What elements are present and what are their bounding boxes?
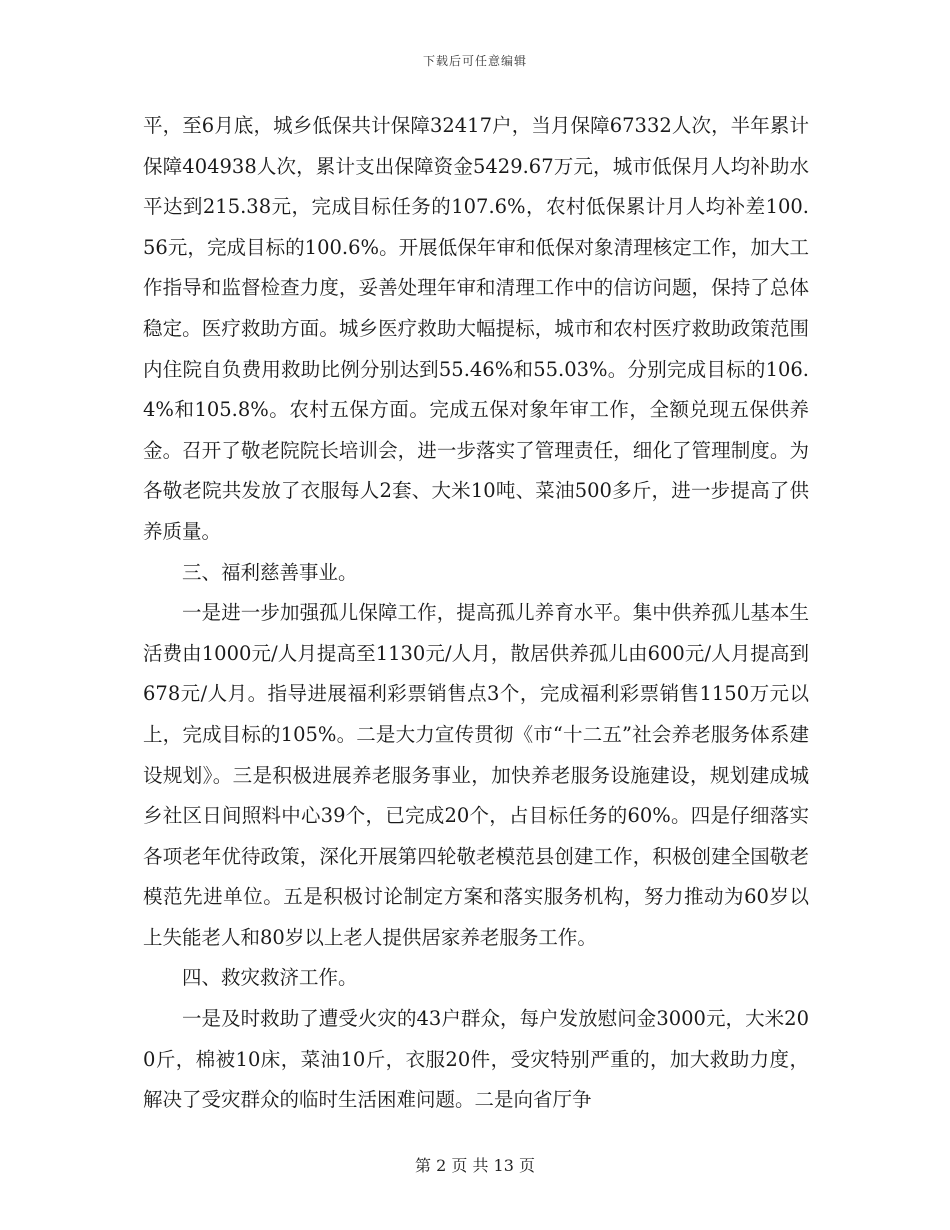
paragraph-disaster-relief: 一是及时救助了遭受火灾的43户群众，每户发放慰问金3000元，大米200斤，棉被10床，菜油10斤，衣服20件，受灾特别严重的，加大救助力度，解决了受灾群众的临时生活困难问题。二是向省厅争: [143, 1007, 809, 1112]
page-number-footer: 第 2 页 共 13 页: [415, 1156, 535, 1175]
paragraph-welfare-charity: 一是进一步加强孤儿保障工作，提高孤儿养育水平。集中供养孤儿基本生活费由1000元/人月提高至1130元/人月，散居供养孤儿由600元/人月提高到678元/人月。指导进展福利彩票销售点3个，完成福利彩票销售1150万元以上，完成目标的105%。二是大力宣传贯彻《市“十二五”社会养老服务体系建设规划》。三是积极进展养老服务事业，加快养老服务设施建设，规划建成城乡社区日间照料中心39个，已完成20个，占目标任务的60%。四是仔细落实各项老年优待政策，深化开展第四轮敬老模范县创建工作，积极创建全国敬老模范先进单位。五是积极讨论制定方案和落实服务机构，努力推动为60岁以上失能老人和80岁以上老人提供居家养老服务工作。: [143, 601, 809, 949]
document-body: [143, 106, 809, 1121]
section-heading-disaster-relief: 四、救灾救济工作。: [182, 966, 358, 990]
section-heading-welfare-charity: 三、福利慈善事业。: [182, 560, 358, 584]
paragraph-low-income-medical-aid: 平，至6月底，城乡低保共计保障32417户，当月保障67332人次，半年累计保障404938人次，累计支出保障资金5429.67万元，城市低保月人均补助水平达到215.38元，完成目标任务的107.6%，农村低保累计月人均补差100.56元，完成目标的100.6%。开展低保年审和低保对象清理核定工作，加大工作指导和监督检查力度，妥善处理年审和清理工作中的信访问题，保持了总体稳定。医疗救助方面。城乡医疗救助大幅提标，城市和农村医疗救助政策范围内住院自负费用救助比例分别达到55.46%和55.03%。分别完成目标的106.4%和105.8%。农村五保方面。完成五保对象年审工作，全额兑现五保供养金。召开了敬老院院长培训会，进一步落实了管理责任，细化了管理制度。为各敬老院共发放了衣服每人2套、大米10吨、菜油500多斤，进一步提高了供养质量。: [143, 114, 809, 543]
page-header: 下载后可任意编辑: [422, 54, 527, 68]
